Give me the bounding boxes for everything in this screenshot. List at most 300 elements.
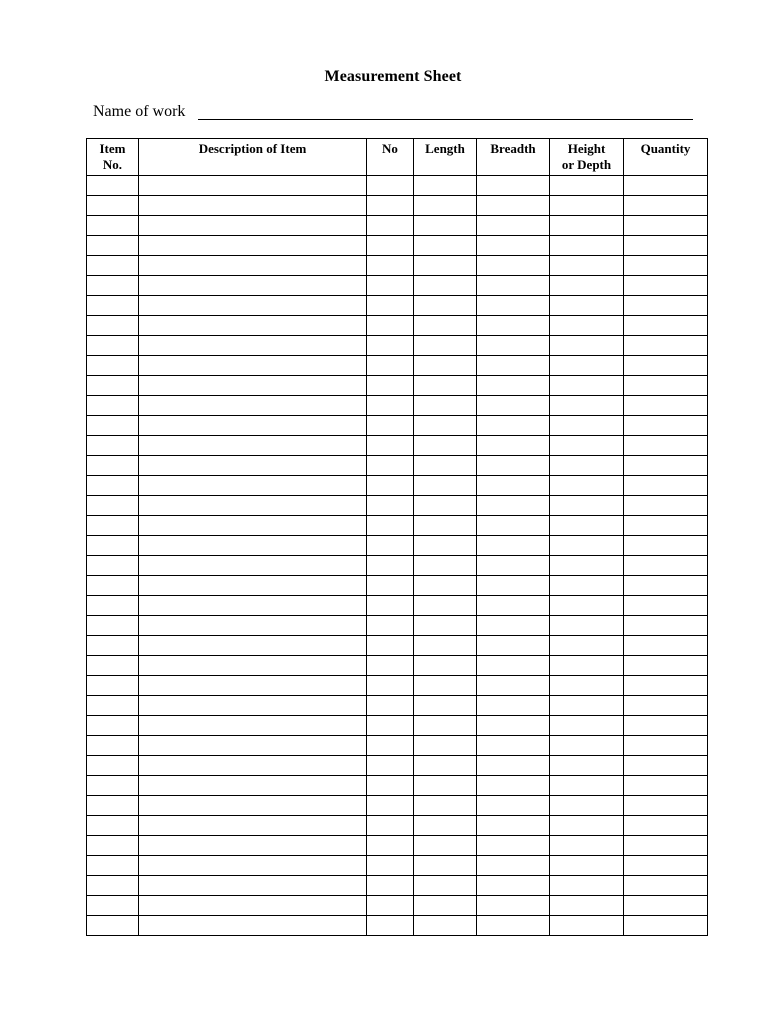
cell-quantity[interactable] <box>624 256 708 276</box>
cell-breadth[interactable] <box>477 316 550 336</box>
cell-breadth[interactable] <box>477 856 550 876</box>
cell-item_no[interactable] <box>87 856 139 876</box>
cell-item_no[interactable] <box>87 276 139 296</box>
cell-breadth[interactable] <box>477 576 550 596</box>
cell-breadth[interactable] <box>477 756 550 776</box>
cell-height[interactable] <box>550 896 624 916</box>
cell-item_no[interactable] <box>87 176 139 196</box>
cell-item_no[interactable] <box>87 676 139 696</box>
cell-height[interactable] <box>550 496 624 516</box>
table-row <box>87 316 708 336</box>
cell-length[interactable] <box>414 676 477 696</box>
cell-length[interactable] <box>414 556 477 576</box>
cell-length[interactable] <box>414 396 477 416</box>
cell-quantity[interactable] <box>624 576 708 596</box>
cell-breadth[interactable] <box>477 556 550 576</box>
cell-quantity[interactable] <box>624 176 708 196</box>
table-row <box>87 276 708 296</box>
cell-breadth[interactable] <box>477 416 550 436</box>
cell-no[interactable] <box>367 876 414 896</box>
table-row <box>87 556 708 576</box>
cell-item_no[interactable] <box>87 776 139 796</box>
table-row <box>87 336 708 356</box>
cell-quantity[interactable] <box>624 856 708 876</box>
cell-breadth[interactable] <box>477 336 550 356</box>
cell-length[interactable] <box>414 176 477 196</box>
header-no: No <box>367 139 414 176</box>
cell-height[interactable] <box>550 436 624 456</box>
cell-description[interactable] <box>139 236 367 256</box>
cell-no[interactable] <box>367 396 414 416</box>
cell-description[interactable] <box>139 216 367 236</box>
cell-no[interactable] <box>367 676 414 696</box>
cell-description[interactable] <box>139 596 367 616</box>
cell-quantity[interactable] <box>624 816 708 836</box>
cell-quantity[interactable] <box>624 736 708 756</box>
cell-length[interactable] <box>414 536 477 556</box>
table-row <box>87 696 708 716</box>
cell-height[interactable] <box>550 836 624 856</box>
cell-length[interactable] <box>414 256 477 276</box>
cell-item_no[interactable] <box>87 436 139 456</box>
cell-breadth[interactable] <box>477 616 550 636</box>
cell-description[interactable] <box>139 736 367 756</box>
cell-item_no[interactable] <box>87 316 139 336</box>
cell-height[interactable] <box>550 316 624 336</box>
cell-breadth[interactable] <box>477 436 550 456</box>
cell-no[interactable] <box>367 896 414 916</box>
cell-item_no[interactable] <box>87 416 139 436</box>
cell-item_no[interactable] <box>87 216 139 236</box>
cell-height[interactable] <box>550 376 624 396</box>
table-row <box>87 176 708 196</box>
cell-height[interactable] <box>550 556 624 576</box>
cell-breadth[interactable] <box>477 716 550 736</box>
cell-description[interactable] <box>139 916 367 936</box>
table-row <box>87 776 708 796</box>
table-row <box>87 236 708 256</box>
cell-quantity[interactable] <box>624 636 708 656</box>
cell-length[interactable] <box>414 776 477 796</box>
cell-description[interactable] <box>139 176 367 196</box>
cell-description[interactable] <box>139 376 367 396</box>
cell-quantity[interactable] <box>624 376 708 396</box>
cell-item_no[interactable] <box>87 396 139 416</box>
cell-no[interactable] <box>367 556 414 576</box>
cell-item_no[interactable] <box>87 636 139 656</box>
cell-no[interactable] <box>367 536 414 556</box>
cell-no[interactable] <box>367 776 414 796</box>
cell-quantity[interactable] <box>624 216 708 236</box>
cell-quantity[interactable] <box>624 336 708 356</box>
cell-quantity[interactable] <box>624 496 708 516</box>
measurement-table <box>86 138 708 936</box>
cell-item_no[interactable] <box>87 816 139 836</box>
cell-no[interactable] <box>367 596 414 616</box>
cell-length[interactable] <box>414 476 477 496</box>
cell-description[interactable] <box>139 816 367 836</box>
cell-height[interactable] <box>550 576 624 596</box>
cell-breadth[interactable] <box>477 536 550 556</box>
cell-height[interactable] <box>550 216 624 236</box>
table-row <box>87 596 708 616</box>
cell-quantity[interactable] <box>624 536 708 556</box>
cell-height[interactable] <box>550 456 624 476</box>
cell-item_no[interactable] <box>87 736 139 756</box>
cell-description[interactable] <box>139 856 367 876</box>
cell-length[interactable] <box>414 796 477 816</box>
cell-breadth[interactable] <box>477 356 550 376</box>
table-row <box>87 756 708 776</box>
cell-quantity[interactable] <box>624 196 708 216</box>
cell-length[interactable] <box>414 516 477 536</box>
cell-no[interactable] <box>367 356 414 376</box>
cell-item_no[interactable] <box>87 236 139 256</box>
cell-breadth[interactable] <box>477 476 550 496</box>
cell-length[interactable] <box>414 496 477 516</box>
cell-no[interactable] <box>367 496 414 516</box>
cell-quantity[interactable] <box>624 656 708 676</box>
cell-quantity[interactable] <box>624 356 708 376</box>
cell-description[interactable] <box>139 876 367 896</box>
cell-height[interactable] <box>550 516 624 536</box>
cell-no[interactable] <box>367 296 414 316</box>
cell-breadth[interactable] <box>477 176 550 196</box>
cell-item_no[interactable] <box>87 756 139 776</box>
cell-description[interactable] <box>139 456 367 476</box>
cell-description[interactable] <box>139 676 367 696</box>
cell-length[interactable] <box>414 336 477 356</box>
table-row <box>87 736 708 756</box>
cell-item_no[interactable] <box>87 656 139 676</box>
cell-item_no[interactable] <box>87 336 139 356</box>
cell-no[interactable] <box>367 576 414 596</box>
cell-length[interactable] <box>414 596 477 616</box>
table-row <box>87 456 708 476</box>
cell-length[interactable] <box>414 716 477 736</box>
cell-quantity[interactable] <box>624 296 708 316</box>
table-body <box>87 176 708 936</box>
cell-item_no[interactable] <box>87 496 139 516</box>
table-row <box>87 636 708 656</box>
cell-height[interactable] <box>550 416 624 436</box>
cell-length[interactable] <box>414 896 477 916</box>
cell-breadth[interactable] <box>477 596 550 616</box>
cell-no[interactable] <box>367 436 414 456</box>
cell-height[interactable] <box>550 816 624 836</box>
cell-item_no[interactable] <box>87 256 139 276</box>
cell-breadth[interactable] <box>477 496 550 516</box>
cell-item_no[interactable] <box>87 376 139 396</box>
cell-no[interactable] <box>367 256 414 276</box>
cell-description[interactable] <box>139 896 367 916</box>
cell-no[interactable] <box>367 316 414 336</box>
cell-quantity[interactable] <box>624 676 708 696</box>
cell-item_no[interactable] <box>87 616 139 636</box>
header-quantity: Quantity <box>624 139 708 176</box>
cell-quantity[interactable] <box>624 556 708 576</box>
cell-length[interactable] <box>414 856 477 876</box>
cell-no[interactable] <box>367 276 414 296</box>
table-header-row <box>87 139 708 176</box>
cell-item_no[interactable] <box>87 596 139 616</box>
cell-length[interactable] <box>414 456 477 476</box>
cell-height[interactable] <box>550 856 624 876</box>
cell-no[interactable] <box>367 836 414 856</box>
cell-no[interactable] <box>367 916 414 936</box>
cell-item_no[interactable] <box>87 696 139 716</box>
cell-height[interactable] <box>550 636 624 656</box>
cell-quantity[interactable] <box>624 756 708 776</box>
cell-height[interactable] <box>550 616 624 636</box>
cell-description[interactable] <box>139 756 367 776</box>
cell-height[interactable] <box>550 256 624 276</box>
cell-quantity[interactable] <box>624 416 708 436</box>
cell-length[interactable] <box>414 816 477 836</box>
cell-height[interactable] <box>550 236 624 256</box>
cell-height[interactable] <box>550 656 624 676</box>
cell-no[interactable] <box>367 616 414 636</box>
cell-no[interactable] <box>367 736 414 756</box>
cell-height[interactable] <box>550 676 624 696</box>
cell-breadth[interactable] <box>477 296 550 316</box>
cell-breadth[interactable] <box>477 216 550 236</box>
cell-length[interactable] <box>414 376 477 396</box>
cell-no[interactable] <box>367 816 414 836</box>
cell-no[interactable] <box>367 656 414 676</box>
cell-length[interactable] <box>414 696 477 716</box>
cell-no[interactable] <box>367 716 414 736</box>
cell-item_no[interactable] <box>87 476 139 496</box>
table-row <box>87 496 708 516</box>
cell-description[interactable] <box>139 696 367 716</box>
cell-breadth[interactable] <box>477 396 550 416</box>
cell-length[interactable] <box>414 196 477 216</box>
cell-breadth[interactable] <box>477 816 550 836</box>
cell-breadth[interactable] <box>477 776 550 796</box>
cell-quantity[interactable] <box>624 696 708 716</box>
table-row <box>87 536 708 556</box>
cell-description[interactable] <box>139 276 367 296</box>
cell-quantity[interactable] <box>624 796 708 816</box>
table-row <box>87 376 708 396</box>
cell-item_no[interactable] <box>87 356 139 376</box>
cell-height[interactable] <box>550 296 624 316</box>
cell-height[interactable] <box>550 756 624 776</box>
cell-item_no[interactable] <box>87 556 139 576</box>
cell-height[interactable] <box>550 776 624 796</box>
cell-length[interactable] <box>414 736 477 756</box>
cell-description[interactable] <box>139 256 367 276</box>
cell-description[interactable] <box>139 556 367 576</box>
cell-no[interactable] <box>367 176 414 196</box>
cell-length[interactable] <box>414 276 477 296</box>
cell-length[interactable] <box>414 216 477 236</box>
cell-description[interactable] <box>139 316 367 336</box>
cell-no[interactable] <box>367 236 414 256</box>
cell-item_no[interactable] <box>87 536 139 556</box>
cell-breadth[interactable] <box>477 516 550 536</box>
cell-length[interactable] <box>414 916 477 936</box>
cell-no[interactable] <box>367 756 414 776</box>
cell-height[interactable] <box>550 796 624 816</box>
cell-length[interactable] <box>414 416 477 436</box>
cell-height[interactable] <box>550 276 624 296</box>
cell-description[interactable] <box>139 396 367 416</box>
cell-height[interactable] <box>550 356 624 376</box>
cell-breadth[interactable] <box>477 376 550 396</box>
cell-breadth[interactable] <box>477 736 550 756</box>
cell-item_no[interactable] <box>87 796 139 816</box>
cell-quantity[interactable] <box>624 836 708 856</box>
cell-height[interactable] <box>550 596 624 616</box>
cell-no[interactable] <box>367 856 414 876</box>
cell-quantity[interactable] <box>624 716 708 736</box>
cell-quantity[interactable] <box>624 276 708 296</box>
cell-no[interactable] <box>367 416 414 436</box>
cell-no[interactable] <box>367 516 414 536</box>
cell-description[interactable] <box>139 496 367 516</box>
cell-item_no[interactable] <box>87 516 139 536</box>
cell-quantity[interactable] <box>624 896 708 916</box>
cell-item_no[interactable] <box>87 456 139 476</box>
cell-breadth[interactable] <box>477 636 550 656</box>
cell-quantity[interactable] <box>624 616 708 636</box>
cell-length[interactable] <box>414 316 477 336</box>
cell-no[interactable] <box>367 376 414 396</box>
cell-quantity[interactable] <box>624 396 708 416</box>
cell-item_no[interactable] <box>87 916 139 936</box>
cell-description[interactable] <box>139 636 367 656</box>
cell-breadth[interactable] <box>477 196 550 216</box>
cell-no[interactable] <box>367 796 414 816</box>
cell-description[interactable] <box>139 296 367 316</box>
cell-length[interactable] <box>414 576 477 596</box>
cell-item_no[interactable] <box>87 876 139 896</box>
table-row <box>87 516 708 536</box>
cell-description[interactable] <box>139 616 367 636</box>
cell-length[interactable] <box>414 836 477 856</box>
cell-height[interactable] <box>550 536 624 556</box>
table-row <box>87 816 708 836</box>
cell-height[interactable] <box>550 736 624 756</box>
cell-no[interactable] <box>367 336 414 356</box>
cell-length[interactable] <box>414 636 477 656</box>
cell-height[interactable] <box>550 876 624 896</box>
cell-quantity[interactable] <box>624 516 708 536</box>
cell-description[interactable] <box>139 536 367 556</box>
cell-quantity[interactable] <box>624 316 708 336</box>
cell-quantity[interactable] <box>624 916 708 936</box>
cell-description[interactable] <box>139 836 367 856</box>
cell-breadth[interactable] <box>477 796 550 816</box>
cell-breadth[interactable] <box>477 256 550 276</box>
cell-description[interactable] <box>139 796 367 816</box>
cell-breadth[interactable] <box>477 456 550 476</box>
cell-length[interactable] <box>414 616 477 636</box>
header-height: Height or Depth <box>550 139 624 176</box>
cell-no[interactable] <box>367 636 414 656</box>
cell-item_no[interactable] <box>87 896 139 916</box>
cell-no[interactable] <box>367 456 414 476</box>
header-length: Length <box>414 139 477 176</box>
cell-description[interactable] <box>139 576 367 596</box>
cell-length[interactable] <box>414 756 477 776</box>
cell-height[interactable] <box>550 716 624 736</box>
cell-height[interactable] <box>550 396 624 416</box>
cell-breadth[interactable] <box>477 236 550 256</box>
cell-quantity[interactable] <box>624 436 708 456</box>
cell-breadth[interactable] <box>477 696 550 716</box>
header-item-no: Item No. <box>87 139 139 176</box>
cell-quantity[interactable] <box>624 596 708 616</box>
cell-height[interactable] <box>550 336 624 356</box>
cell-description[interactable] <box>139 356 367 376</box>
header-breadth: Breadth <box>477 139 550 176</box>
cell-length[interactable] <box>414 236 477 256</box>
cell-length[interactable] <box>414 296 477 316</box>
cell-no[interactable] <box>367 476 414 496</box>
cell-description[interactable] <box>139 656 367 676</box>
page-title: Measurement Sheet <box>324 68 462 85</box>
table-row <box>87 676 708 696</box>
name-of-work-line[interactable] <box>198 119 693 120</box>
cell-quantity[interactable] <box>624 876 708 896</box>
table-row <box>87 436 708 456</box>
cell-quantity[interactable] <box>624 456 708 476</box>
cell-description[interactable] <box>139 716 367 736</box>
cell-item_no[interactable] <box>87 196 139 216</box>
table-row <box>87 716 708 736</box>
cell-length[interactable] <box>414 876 477 896</box>
cell-item_no[interactable] <box>87 576 139 596</box>
table-row <box>87 396 708 416</box>
cell-height[interactable] <box>550 696 624 716</box>
cell-quantity[interactable] <box>624 236 708 256</box>
cell-breadth[interactable] <box>477 836 550 856</box>
cell-description[interactable] <box>139 436 367 456</box>
table-row <box>87 576 708 596</box>
cell-item_no[interactable] <box>87 836 139 856</box>
cell-no[interactable] <box>367 196 414 216</box>
cell-description[interactable] <box>139 336 367 356</box>
cell-breadth[interactable] <box>477 896 550 916</box>
cell-length[interactable] <box>414 436 477 456</box>
cell-height[interactable] <box>550 176 624 196</box>
cell-item_no[interactable] <box>87 716 139 736</box>
cell-breadth[interactable] <box>477 876 550 896</box>
cell-height[interactable] <box>550 916 624 936</box>
cell-no[interactable] <box>367 216 414 236</box>
cell-length[interactable] <box>414 356 477 376</box>
cell-no[interactable] <box>367 696 414 716</box>
cell-height[interactable] <box>550 476 624 496</box>
cell-description[interactable] <box>139 476 367 496</box>
cell-breadth[interactable] <box>477 276 550 296</box>
cell-quantity[interactable] <box>624 476 708 496</box>
cell-description[interactable] <box>139 516 367 536</box>
cell-description[interactable] <box>139 776 367 796</box>
cell-length[interactable] <box>414 656 477 676</box>
cell-description[interactable] <box>139 196 367 216</box>
cell-breadth[interactable] <box>477 916 550 936</box>
cell-quantity[interactable] <box>624 776 708 796</box>
cell-description[interactable] <box>139 416 367 436</box>
cell-breadth[interactable] <box>477 656 550 676</box>
cell-item_no[interactable] <box>87 296 139 316</box>
cell-height[interactable] <box>550 196 624 216</box>
cell-breadth[interactable] <box>477 676 550 696</box>
